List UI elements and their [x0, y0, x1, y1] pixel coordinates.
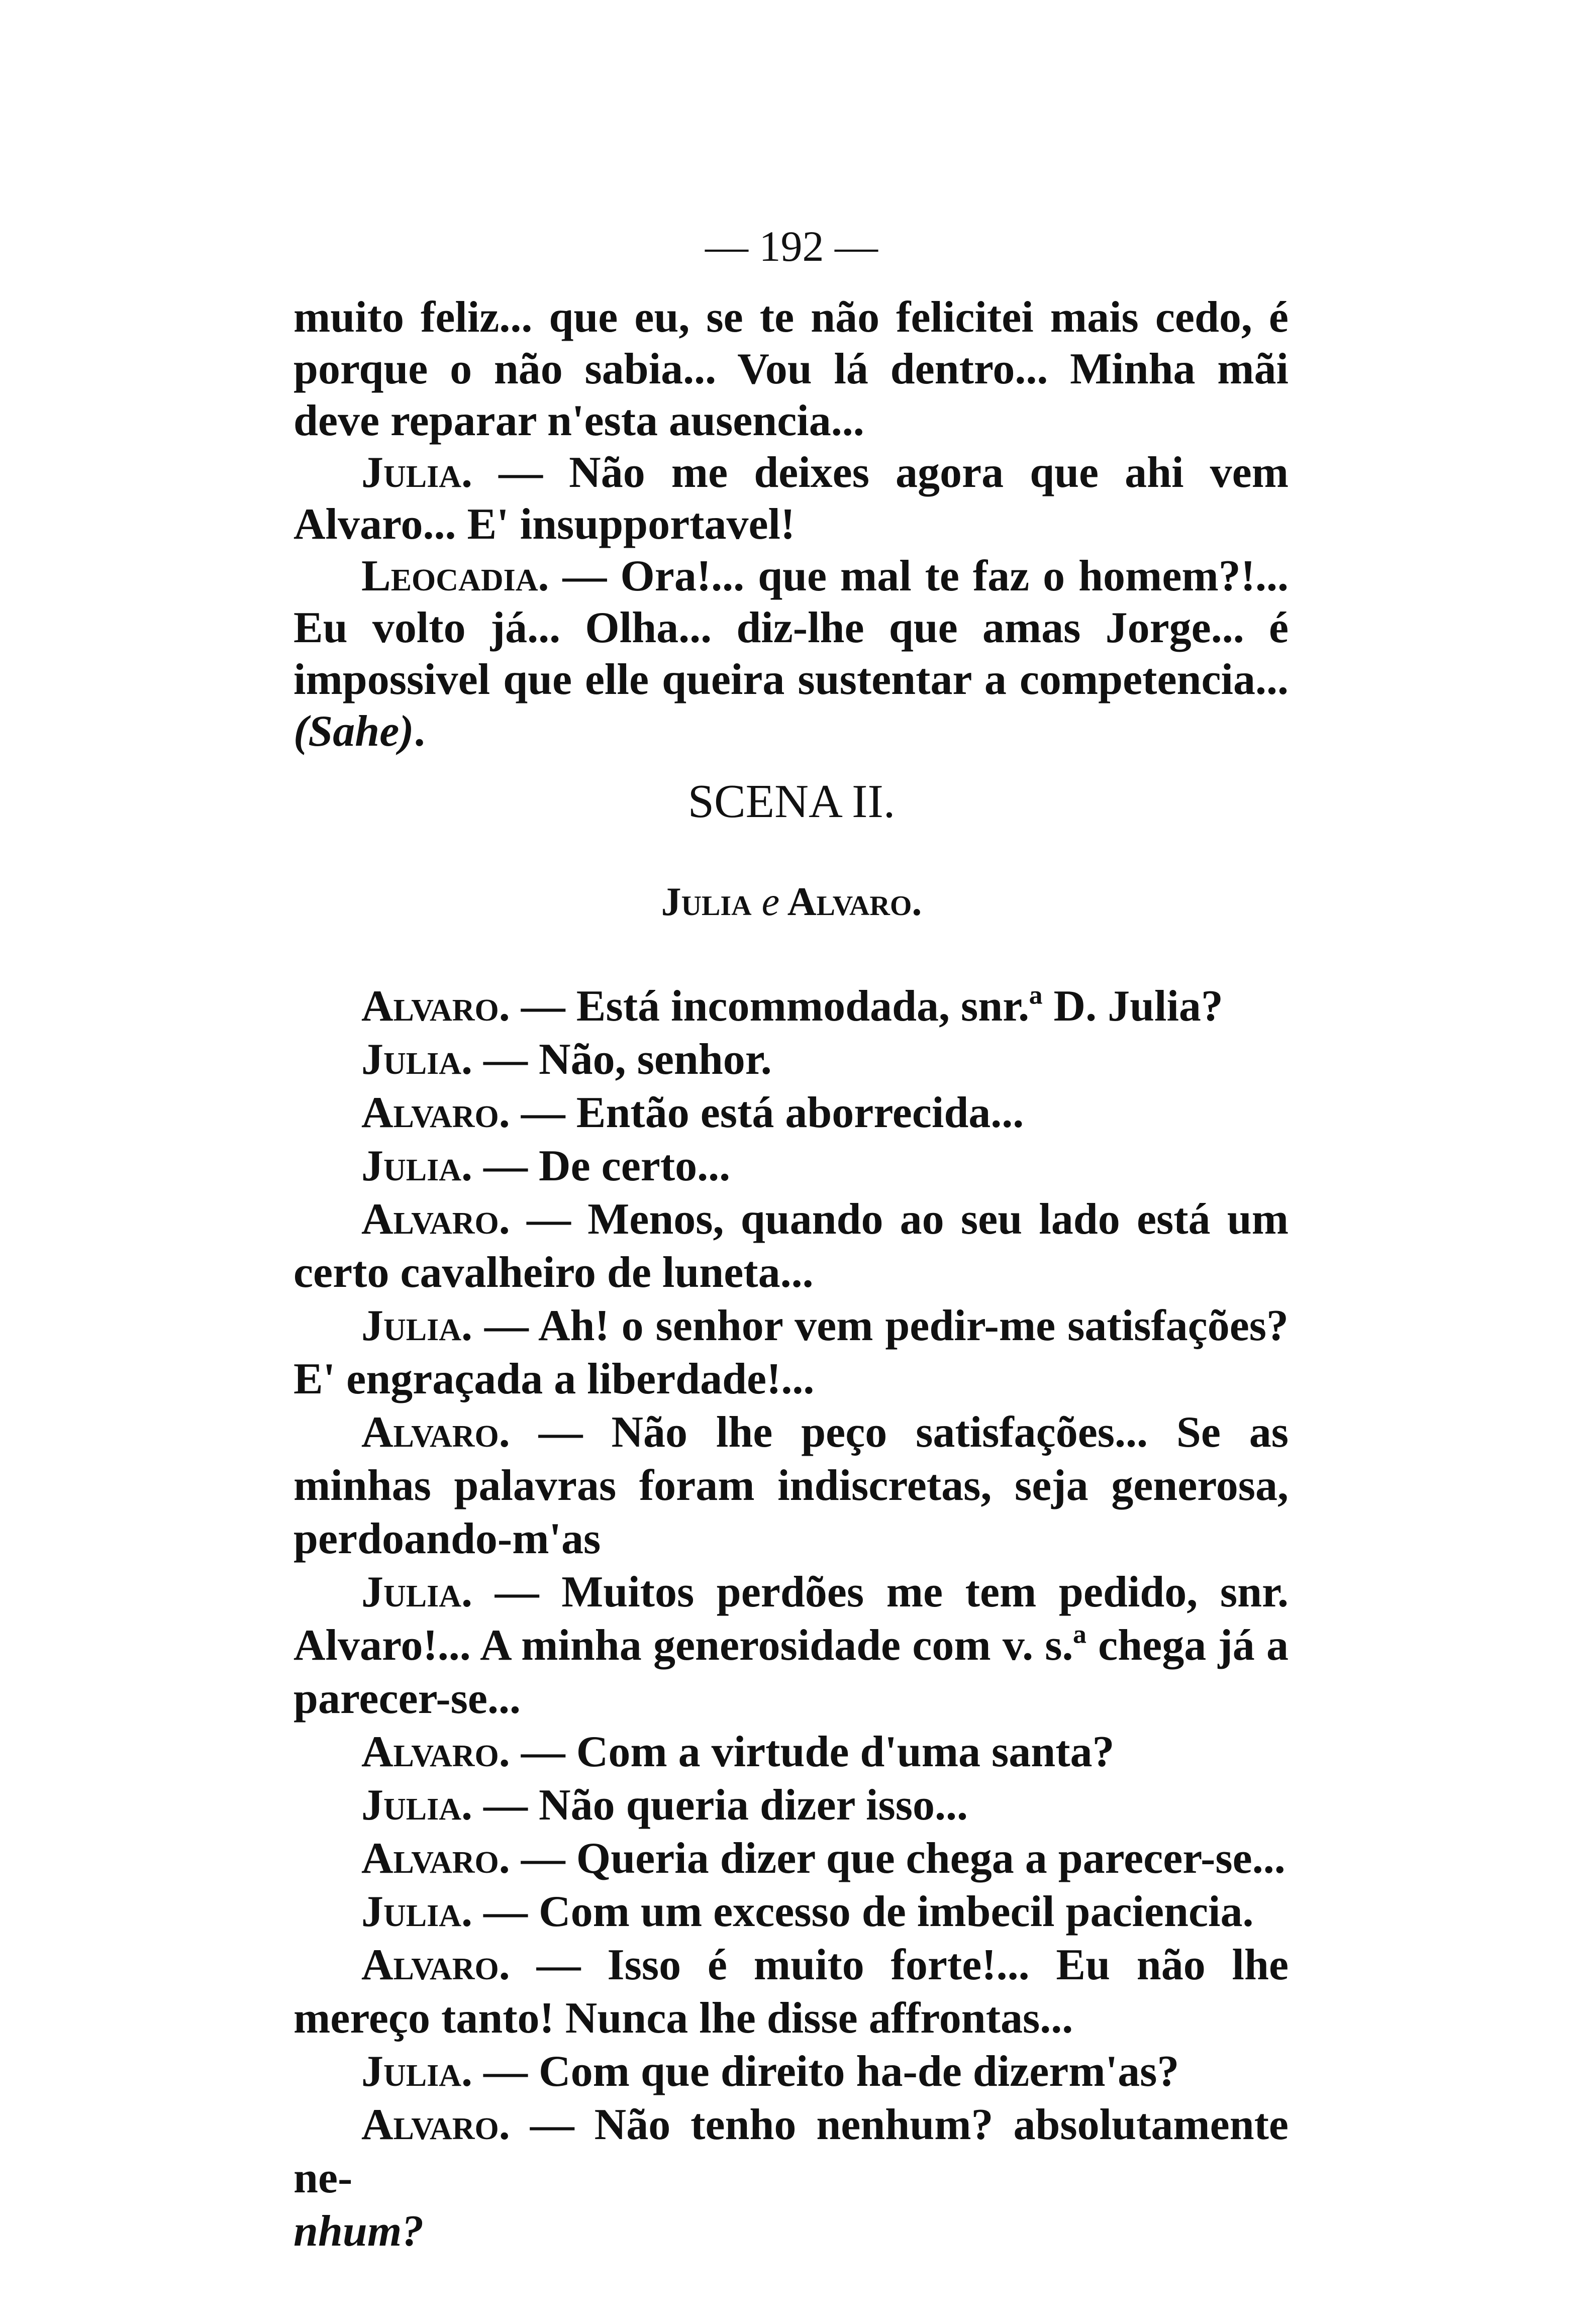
opening-text-block	[293, 291, 1289, 757]
speech-text: — Está incommodada, snr.ª D. Julia?	[510, 982, 1223, 1031]
speaker-name: Alvaro.	[361, 982, 510, 1031]
speech-text: — Queria dizer que chega a parecer-se...	[510, 1834, 1285, 1883]
speech-text: — Ah! o senhor vem pedir-me satisfações? E' engraçada a liberdade!...	[293, 1301, 1289, 1403]
dialogue-line	[293, 1033, 1289, 1086]
speaker-name: Alvaro.	[361, 1195, 510, 1244]
speaker-name: Alvaro.	[361, 1408, 510, 1457]
dialogue-line	[293, 2098, 1289, 2205]
dialogue-continuation: nhum?	[293, 2207, 424, 2256]
speaker-name: Alvaro.	[361, 1728, 510, 1776]
speech-text: — Não, senhor.	[472, 1035, 772, 1084]
dialogue-line	[293, 1140, 1289, 1193]
speaker-name: Julia.	[361, 1142, 473, 1190]
speech-julia-1	[293, 447, 1289, 550]
dialogue-block	[293, 980, 1289, 2258]
dialogue-line	[293, 1193, 1289, 1299]
speech-text: — Menos, quando ao seu lado está um certo cavalheiro de luneta...	[293, 1195, 1289, 1297]
speech-text: — Não queria dizer isso...	[472, 1781, 968, 1830]
speech-text: — Com que direito ha-de dizerm'as?	[472, 2047, 1179, 2096]
speech-text: — Não lhe peço satisfações... Se as minhas palavras foram indiscretas, seja generosa, perdoando-m'as	[293, 1408, 1289, 1563]
speaker-name: Leocadia.	[361, 552, 549, 600]
character-name: Alvaro.	[787, 880, 922, 924]
speech-text: — Com um excesso de imbecil paciencia.	[472, 1887, 1254, 1936]
conjunction: e	[761, 880, 780, 924]
dialogue-line	[293, 1406, 1289, 1566]
stage-direction: (Sahe)	[293, 707, 414, 756]
speaker-name: Alvaro.	[361, 1941, 510, 1989]
speaker-name: Julia.	[361, 1781, 473, 1830]
scene-heading: SCENA II.	[687, 775, 896, 828]
speaker-name: Julia.	[361, 448, 473, 497]
speech-text: — Ora!... que mal te faz o homem?!... Eu volto já... Olha... diz-lhe que amas Jorge... é impossivel que elle queira sustentar a competencia...	[293, 552, 1289, 704]
character-name: Julia	[661, 880, 752, 924]
speech-text: — Não me deixes agora que ahi vem Alvaro... E' insupportavel!	[293, 448, 1289, 549]
dialogue-line	[293, 1779, 1289, 1832]
speaker-name: Julia.	[361, 1301, 473, 1350]
speech-text: — Isso é muito forte!... Eu não lhe mereço tanto! Nunca lhe disse affrontas...	[293, 1941, 1289, 2043]
speech-text: — De certo...	[472, 1142, 731, 1190]
speech-text: — Não tenho nenhum? absolutamente ne-	[293, 2100, 1289, 2202]
dialogue-line	[293, 1566, 1289, 1726]
page-number: — 192 —	[705, 222, 878, 270]
dialogue-line	[293, 1832, 1289, 1885]
dialogue-line	[293, 1299, 1289, 1406]
dialogue-line	[293, 1086, 1289, 1140]
speaker-name: Julia.	[361, 1887, 473, 1936]
speech-text: — Então está aborrecida...	[510, 1088, 1024, 1137]
speaker-name: Julia.	[361, 1568, 473, 1616]
speaker-name: Julia.	[361, 1035, 473, 1084]
speaker-name: Julia.	[361, 2047, 473, 2096]
scene-characters	[0, 877, 1583, 927]
continuation-paragraph: muito feliz... que eu, se te não felicitei mais cedo, é porque o não sabia... Vou lá dentro... Minha mãi deve reparar n'esta ausencia...	[293, 293, 1289, 445]
speaker-name: Alvaro.	[361, 1834, 510, 1883]
speaker-name: Alvaro.	[361, 1088, 510, 1137]
speech-text: — Com a virtude d'uma santa?	[510, 1728, 1115, 1776]
dialogue-line	[293, 2045, 1289, 2098]
dialogue-line	[293, 1939, 1289, 2045]
dialogue-line	[293, 1726, 1289, 1779]
dialogue-line	[293, 1885, 1289, 1939]
speech-end: .	[414, 707, 425, 756]
speaker-name: Alvaro.	[361, 2100, 510, 2149]
speech-leocadia	[293, 550, 1289, 757]
dialogue-line	[293, 980, 1289, 1033]
speech-text: — Muitos perdões me tem pedido, snr. Alvaro!... A minha generosidade com v. s.ª chega já a parecer-se...	[293, 1568, 1289, 1723]
